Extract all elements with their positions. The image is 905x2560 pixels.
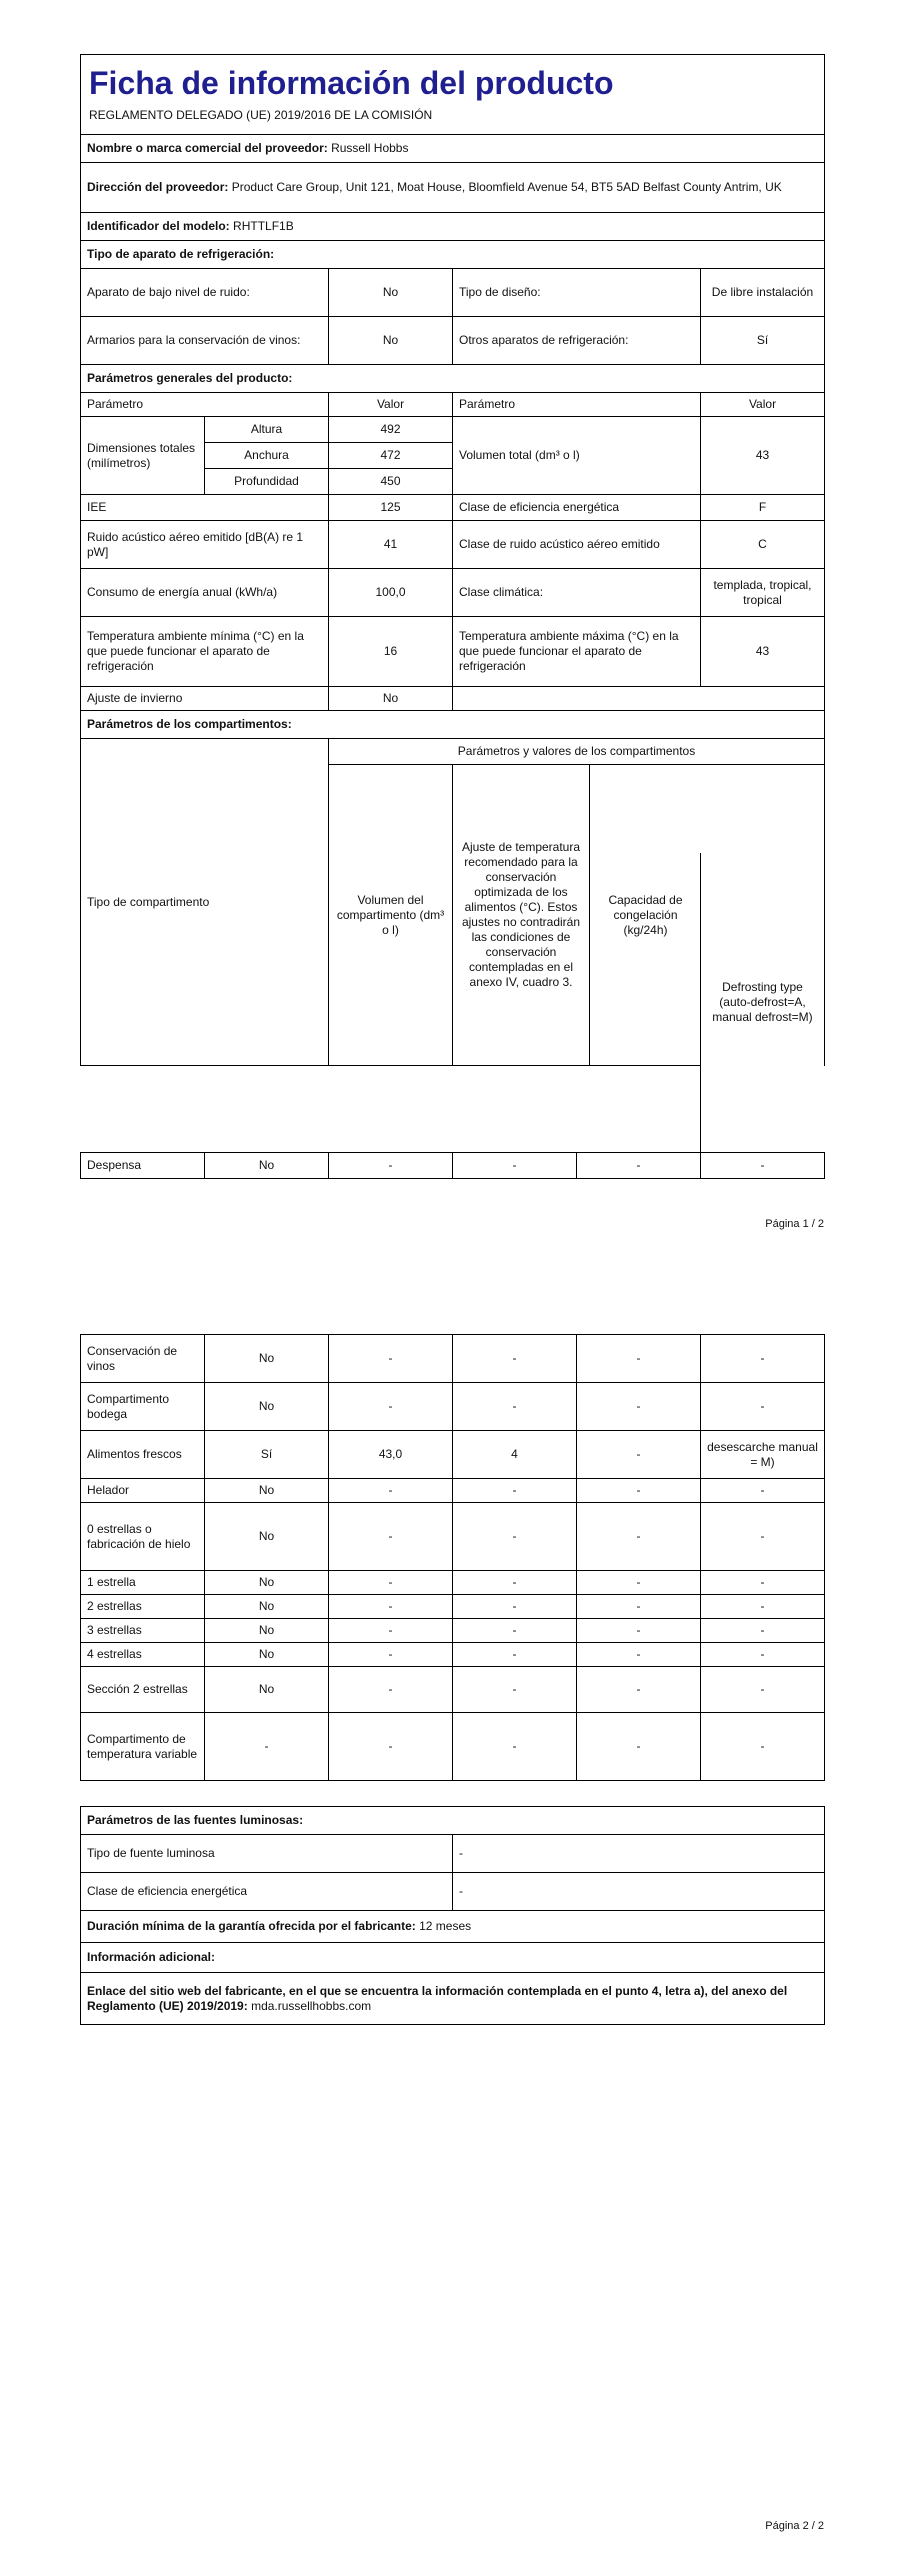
table-row	[81, 1503, 825, 1571]
warranty-value: 12 meses	[419, 1919, 472, 1933]
height-value: 492	[329, 417, 453, 443]
compartment-volume: -	[329, 1643, 453, 1667]
table-row	[81, 1713, 825, 1781]
compartment-temp: -	[453, 1503, 577, 1571]
depth-value: 450	[329, 469, 453, 495]
compartment-name: 2 estrellas	[81, 1595, 205, 1619]
compartment-name: Sección 2 estrellas	[81, 1667, 205, 1713]
table-row	[81, 1335, 825, 1383]
website-row	[81, 1973, 825, 2025]
compartment-defrost: -	[701, 1503, 825, 1571]
design-type-value: De libre instalación	[701, 269, 825, 317]
col-defrost: Defrosting type (auto-defrost=A, manual defrost=M)	[700, 853, 824, 1152]
compartment-temp: 4	[453, 1431, 577, 1479]
height-label: Altura	[205, 417, 329, 443]
compartments-table	[80, 1334, 825, 1781]
table-row	[81, 1595, 825, 1619]
compartment-freezing: -	[577, 1619, 701, 1643]
general-params-header: Parámetros generales del producto:	[81, 365, 825, 393]
winter-label: Ajuste de invierno	[81, 687, 329, 711]
max-temp-label: Temperatura ambiente máxima (°C) en la que puede funcionar el aparato de refrigeración	[453, 617, 701, 687]
compartment-volume: -	[329, 1503, 453, 1571]
compartment-name: Helador	[81, 1479, 205, 1503]
page-2	[0, 1270, 905, 2560]
compartment-defrost: -	[701, 1619, 825, 1643]
compartment-defrost: -	[701, 1667, 825, 1713]
model-value: RHTTLF1B	[233, 219, 294, 233]
compartment-volume: -	[329, 1595, 453, 1619]
compartment-defrost: -	[701, 1571, 825, 1595]
compartment-present: No	[205, 1335, 329, 1383]
compartment-temp: -	[453, 1595, 577, 1619]
compartment-name: 1 estrella	[81, 1571, 205, 1595]
compartment-volume: -	[329, 1479, 453, 1503]
compartment-temp: -	[453, 1479, 577, 1503]
climate-class-label: Clase climática:	[453, 569, 701, 617]
compartment-present: No	[205, 1667, 329, 1713]
compartment-freezing: -	[577, 1335, 701, 1383]
low-noise-value: No	[329, 269, 453, 317]
model-label: Identificador del modelo:	[87, 219, 230, 233]
compartment-defrost: -	[701, 1383, 825, 1431]
compartment-freezing: -	[577, 1595, 701, 1619]
address-value: Product Care Group, Unit 121, Moat House, Bloomfield Avenue 54, BT5 5AD Belfast County Antrim, UK	[231, 180, 782, 194]
address-label: Dirección del proveedor:	[87, 180, 229, 194]
compartment-temp: -	[453, 1153, 577, 1179]
light-class-label: Clase de eficiencia energética	[81, 1873, 453, 1911]
compartment-freezing: -	[577, 1503, 701, 1571]
compartment-freezing: -	[577, 1667, 701, 1713]
max-temp-value: 43	[701, 617, 825, 687]
table-row	[81, 1479, 825, 1503]
address-row	[81, 163, 825, 213]
table-row	[81, 1431, 825, 1479]
additional-info-header: Información adicional:	[81, 1943, 825, 1973]
compartment-volume: -	[329, 1383, 453, 1431]
compartment-present: No	[205, 1479, 329, 1503]
appliance-type-header: Tipo de aparato de refrigeración:	[81, 241, 825, 269]
compartment-volume: 43,0	[329, 1431, 453, 1479]
model-row	[81, 213, 825, 241]
total-volume-label: Volumen total (dm³ o l)	[453, 417, 701, 495]
compartment-temp: -	[453, 1335, 577, 1383]
annual-energy-value: 100,0	[329, 569, 453, 617]
warranty-label: Duración mínima de la garantía ofrecida por el fabricante:	[87, 1919, 416, 1933]
compartment-defrost: -	[701, 1153, 825, 1179]
iee-label: IEE	[81, 495, 329, 521]
noise-label: Ruido acústico aéreo emitido [dB(A) re 1 pW]	[81, 521, 329, 569]
compartment-defrost: -	[701, 1643, 825, 1667]
header-cell	[81, 55, 825, 135]
compartment-freezing: -	[577, 1713, 701, 1781]
design-type-label: Tipo de diseño:	[453, 269, 701, 317]
col-value-header: Valor	[329, 393, 453, 417]
wine-storage-value: No	[329, 317, 453, 365]
compartment-present: No	[205, 1643, 329, 1667]
compartment-values-header: Parámetros y valores de los compartimentos	[329, 739, 825, 765]
light-sources-header: Parámetros de las fuentes luminosas:	[81, 1807, 825, 1835]
compartment-freezing: -	[577, 1383, 701, 1431]
compartment-present: -	[205, 1713, 329, 1781]
table-row	[81, 1153, 825, 1179]
compartment-present: Sí	[205, 1431, 329, 1479]
noise-class-value: C	[701, 521, 825, 569]
compartment-defrost: -	[701, 1479, 825, 1503]
width-value: 472	[329, 443, 453, 469]
noise-class-label: Clase de ruido acústico aéreo emitido	[453, 521, 701, 569]
compartment-volume: -	[329, 1619, 453, 1643]
compartment-name: 0 estrellas o fabricación de hielo	[81, 1503, 205, 1571]
other-appliances-value: Sí	[701, 317, 825, 365]
compartment-temp: -	[453, 1643, 577, 1667]
compartment-defrost: -	[701, 1713, 825, 1781]
light-class-value: -	[453, 1873, 825, 1911]
compartment-temp: -	[453, 1619, 577, 1643]
col-param-header-2: Parámetro	[453, 393, 701, 417]
dimensions-label: Dimensiones totales (milímetros)	[81, 417, 205, 495]
table-row	[81, 1619, 825, 1643]
min-temp-value: 16	[329, 617, 453, 687]
annual-energy-label: Consumo de energía anual (kWh/a)	[81, 569, 329, 617]
compartment-type-label: Tipo de compartimento	[81, 739, 329, 1066]
compartment-name: 4 estrellas	[81, 1643, 205, 1667]
compartment-temp: -	[453, 1571, 577, 1595]
compartment-present: No	[205, 1153, 329, 1179]
compartment-name: Conservación de vinos	[81, 1335, 205, 1383]
table-row	[81, 1383, 825, 1431]
compartment-present: No	[205, 1571, 329, 1595]
inner-split	[453, 765, 701, 1065]
warranty-row	[81, 1911, 825, 1943]
energy-class-value: F	[701, 495, 825, 521]
compartment-freezing: -	[577, 1153, 701, 1179]
compartment-volume: -	[329, 1335, 453, 1383]
supplier-value: Russell Hobbs	[331, 141, 409, 155]
regulation-text: REGLAMENTO DELEGADO (UE) 2019/2016 DE LA COMISIÓN	[89, 108, 433, 122]
supplier-label: Nombre o marca comercial del proveedor:	[87, 141, 328, 155]
footer-table	[80, 1806, 825, 2025]
compartment-present: No	[205, 1619, 329, 1643]
compartment-present: No	[205, 1503, 329, 1571]
compartment-present: No	[205, 1595, 329, 1619]
energy-class-label: Clase de eficiencia energética	[453, 495, 701, 521]
compartment-freezing: -	[577, 1643, 701, 1667]
compartment-freezing: -	[577, 1431, 701, 1479]
col-volume: Volumen del compartimento (dm³ o l)	[329, 765, 453, 1066]
compartment-name: Alimentos frescos	[81, 1431, 205, 1479]
compartment-present: No	[205, 1383, 329, 1431]
empty-cell	[453, 687, 825, 711]
table-row	[81, 1643, 825, 1667]
compartment-volume: -	[329, 1667, 453, 1713]
col-temp-setting: Ajuste de temperatura recomendado para la conservación optimizada de los alimentos (°C). Estos ajustes no contradirán las condiciones de conservación contempladas en el anexo IV, cuadro 3.	[453, 765, 590, 1065]
compartment-volume: -	[329, 1713, 453, 1781]
col-freezing: Capacidad de congelación (kg/24h)	[608, 892, 683, 937]
page-number: Página 2 / 2	[765, 2520, 824, 2532]
width-label: Anchura	[205, 443, 329, 469]
compartment-defrost: -	[701, 1595, 825, 1619]
compartment-defrost: -	[701, 1335, 825, 1383]
compartment-temp: -	[453, 1383, 577, 1431]
other-appliances-label: Otros aparatos de refrigeración:	[453, 317, 701, 365]
total-volume-value: 43	[701, 417, 825, 495]
low-noise-label: Aparato de bajo nivel de ruido:	[81, 269, 329, 317]
table-row	[81, 1571, 825, 1595]
compartment-temp: -	[453, 1713, 577, 1781]
iee-value: 125	[329, 495, 453, 521]
compartment-temp: -	[453, 1667, 577, 1713]
compartment-defrost: desescarche manual = M)	[701, 1431, 825, 1479]
noise-value: 41	[329, 521, 453, 569]
compartment-name: Compartimento bodega	[81, 1383, 205, 1431]
depth-label: Profundidad	[205, 469, 329, 495]
page-1	[0, 0, 905, 1270]
compartment-params-header: Parámetros de los compartimentos:	[81, 711, 825, 739]
website-link[interactable]: mda.russellhobbs.com	[251, 1998, 372, 2013]
climate-class-value: templada, tropical, tropical	[701, 569, 825, 617]
supplier-row	[81, 135, 825, 163]
page-number: Página 1 / 2	[765, 1218, 824, 1230]
min-temp-label: Temperatura ambiente mínima (°C) en la que puede funcionar el aparato de refrigeración	[81, 617, 329, 687]
col-param-header: Parámetro	[81, 393, 329, 417]
compartment-name: Compartimento de temperatura variable	[81, 1713, 205, 1781]
winter-value: No	[329, 687, 453, 711]
wine-storage-label: Armarios para la conservación de vinos:	[81, 317, 329, 365]
light-type-value: -	[453, 1835, 825, 1873]
compartment-freezing: -	[577, 1479, 701, 1503]
table-row	[81, 1667, 825, 1713]
compartment-volume: -	[329, 1153, 453, 1179]
col-value-header-2: Valor	[701, 393, 825, 417]
website-label: Enlace del sitio web del fabricante, en el que se encuentra la información contemplada en el punto 4, letra a), del anexo del Reglamento (UE) 2019/2019:	[87, 1983, 788, 2013]
compartment-name: Despensa	[81, 1153, 205, 1179]
compartment-volume: -	[329, 1571, 453, 1595]
compartment-name: 3 estrellas	[81, 1619, 205, 1643]
light-type-label: Tipo de fuente luminosa	[81, 1835, 453, 1873]
page-title: Ficha de información del producto	[89, 65, 614, 101]
compartment-tail-table	[80, 1152, 825, 1179]
compartment-freezing: -	[577, 1571, 701, 1595]
